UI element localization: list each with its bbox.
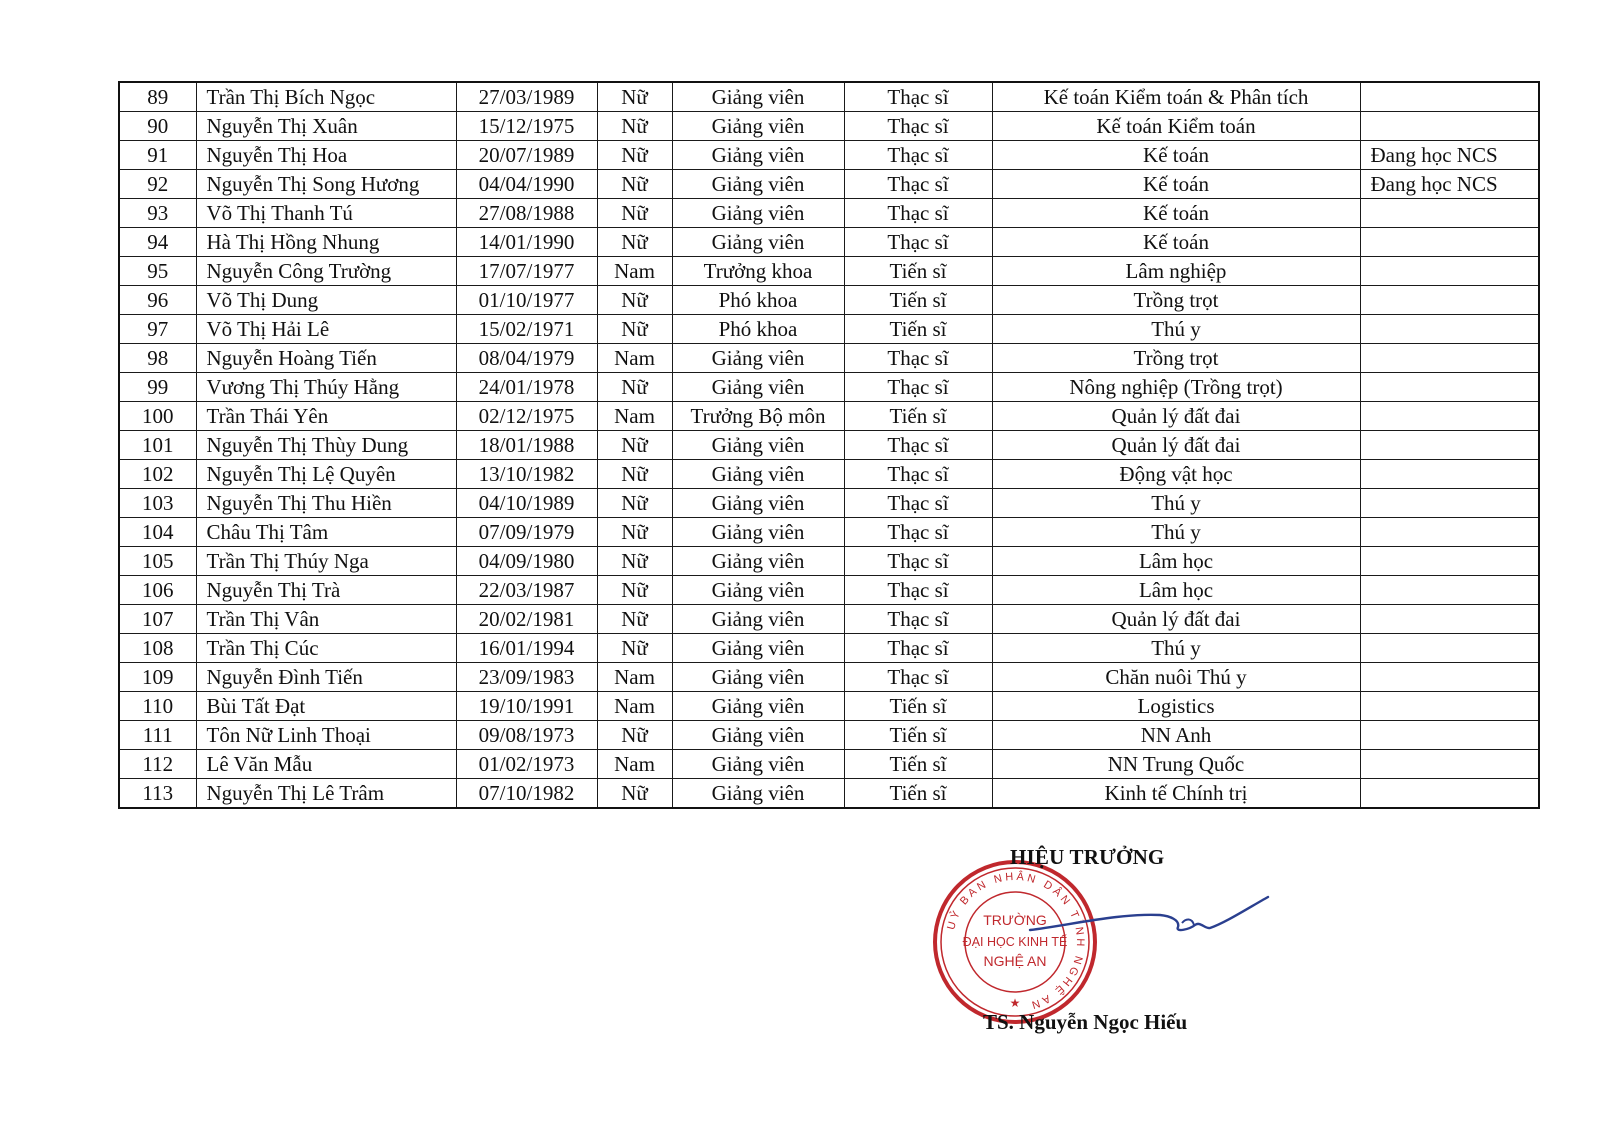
cell-date-of-birth: 20/02/1981: [456, 605, 597, 634]
cell-degree: Tiến sĩ: [844, 692, 992, 721]
table-row: [119, 315, 1539, 344]
cell-field: Thú y: [992, 315, 1360, 344]
cell-index: 91: [119, 141, 196, 170]
cell-degree: Tiến sĩ: [844, 402, 992, 431]
cell-field: Nông nghiệp (Trồng trọt): [992, 373, 1360, 402]
cell-position: Giảng viên: [672, 489, 844, 518]
table-row: [119, 779, 1539, 809]
cell-position: Giảng viên: [672, 518, 844, 547]
cell-field: Thú y: [992, 634, 1360, 663]
cell-index: 99: [119, 373, 196, 402]
cell-position: Giảng viên: [672, 547, 844, 576]
cell-note: [1360, 199, 1539, 228]
cell-date-of-birth: 14/01/1990: [456, 228, 597, 257]
cell-field: Quản lý đất đai: [992, 402, 1360, 431]
cell-date-of-birth: 04/04/1990: [456, 170, 597, 199]
cell-full-name: Nguyễn Thị Thu Hiền: [196, 489, 456, 518]
cell-position: Giảng viên: [672, 634, 844, 663]
cell-position: Giảng viên: [672, 750, 844, 779]
table-row: [119, 460, 1539, 489]
staff-table-body: [119, 82, 1539, 808]
cell-full-name: Võ Thị Dung: [196, 286, 456, 315]
cell-note: Đang học NCS: [1360, 170, 1539, 199]
cell-gender: Nam: [597, 344, 672, 373]
cell-full-name: Nguyễn Thị Lê Trâm: [196, 779, 456, 809]
cell-field: Kế toán Kiểm toán: [992, 112, 1360, 141]
cell-full-name: Tôn Nữ Linh Thoại: [196, 721, 456, 750]
cell-position: Giảng viên: [672, 663, 844, 692]
cell-degree: Thạc sĩ: [844, 634, 992, 663]
cell-gender: Nam: [597, 257, 672, 286]
cell-date-of-birth: 02/12/1975: [456, 402, 597, 431]
cell-full-name: Hà Thị Hồng Nhung: [196, 228, 456, 257]
cell-index: 89: [119, 82, 196, 112]
cell-degree: Thạc sĩ: [844, 141, 992, 170]
table-row: [119, 605, 1539, 634]
cell-degree: Tiến sĩ: [844, 750, 992, 779]
cell-degree: Thạc sĩ: [844, 344, 992, 373]
cell-index: 110: [119, 692, 196, 721]
cell-field: Lâm học: [992, 547, 1360, 576]
cell-gender: Nữ: [597, 605, 672, 634]
cell-degree: Thạc sĩ: [844, 605, 992, 634]
cell-full-name: Nguyễn Thị Thùy Dung: [196, 431, 456, 460]
cell-field: Kinh tế Chính trị: [992, 779, 1360, 809]
cell-position: Giảng viên: [672, 228, 844, 257]
table-row: [119, 489, 1539, 518]
cell-full-name: Nguyễn Đình Tiến: [196, 663, 456, 692]
cell-position: Trưởng khoa: [672, 257, 844, 286]
staff-table: [118, 81, 1540, 809]
cell-gender: Nữ: [597, 721, 672, 750]
cell-degree: Thạc sĩ: [844, 460, 992, 489]
cell-position: Giảng viên: [672, 112, 844, 141]
table-row: [119, 518, 1539, 547]
cell-full-name: Vương Thị Thúy Hằng: [196, 373, 456, 402]
cell-field: Quản lý đất đai: [992, 605, 1360, 634]
table-row: [119, 344, 1539, 373]
cell-index: 102: [119, 460, 196, 489]
cell-full-name: Trần Thị Thúy Nga: [196, 547, 456, 576]
cell-note: [1360, 779, 1539, 809]
cell-degree: Tiến sĩ: [844, 779, 992, 809]
cell-note: [1360, 750, 1539, 779]
cell-date-of-birth: 08/04/1979: [456, 344, 597, 373]
cell-date-of-birth: 04/09/1980: [456, 547, 597, 576]
cell-index: 96: [119, 286, 196, 315]
cell-date-of-birth: 27/03/1989: [456, 82, 597, 112]
cell-degree: Thạc sĩ: [844, 663, 992, 692]
cell-field: Logistics: [992, 692, 1360, 721]
cell-field: Lâm nghiệp: [992, 257, 1360, 286]
cell-date-of-birth: 13/10/1982: [456, 460, 597, 489]
cell-degree: Thạc sĩ: [844, 518, 992, 547]
table-row: [119, 750, 1539, 779]
table-row: [119, 692, 1539, 721]
svg-text:TRƯỜNG: TRƯỜNG: [983, 912, 1047, 928]
cell-note: [1360, 228, 1539, 257]
cell-field: Chăn nuôi Thú y: [992, 663, 1360, 692]
cell-gender: Nữ: [597, 170, 672, 199]
cell-full-name: Trần Thái Yên: [196, 402, 456, 431]
cell-field: Kế toán: [992, 170, 1360, 199]
cell-note: [1360, 692, 1539, 721]
cell-note: [1360, 634, 1539, 663]
cell-position: Giảng viên: [672, 141, 844, 170]
cell-gender: Nữ: [597, 141, 672, 170]
svg-text:NGHỆ AN: NGHỆ AN: [983, 953, 1047, 969]
cell-index: 109: [119, 663, 196, 692]
cell-index: 98: [119, 344, 196, 373]
cell-field: Kế toán Kiểm toán & Phân tích: [992, 82, 1360, 112]
cell-full-name: Lê Văn Mẫu: [196, 750, 456, 779]
cell-degree: Thạc sĩ: [844, 547, 992, 576]
cell-index: 112: [119, 750, 196, 779]
cell-position: Giảng viên: [672, 779, 844, 809]
cell-date-of-birth: 07/09/1979: [456, 518, 597, 547]
cell-gender: Nữ: [597, 286, 672, 315]
cell-degree: Thạc sĩ: [844, 431, 992, 460]
table-row: [119, 199, 1539, 228]
cell-field: NN Trung Quốc: [992, 750, 1360, 779]
cell-date-of-birth: 20/07/1989: [456, 141, 597, 170]
cell-date-of-birth: 04/10/1989: [456, 489, 597, 518]
cell-note: [1360, 373, 1539, 402]
cell-degree: Thạc sĩ: [844, 228, 992, 257]
cell-degree: Thạc sĩ: [844, 489, 992, 518]
cell-full-name: Võ Thị Thanh Tú: [196, 199, 456, 228]
cell-degree: Thạc sĩ: [844, 82, 992, 112]
cell-field: Kế toán: [992, 141, 1360, 170]
cell-degree: Tiến sĩ: [844, 286, 992, 315]
cell-date-of-birth: 01/02/1973: [456, 750, 597, 779]
cell-position: Phó khoa: [672, 286, 844, 315]
cell-position: Giảng viên: [672, 199, 844, 228]
cell-degree: Thạc sĩ: [844, 576, 992, 605]
cell-date-of-birth: 01/10/1977: [456, 286, 597, 315]
cell-position: Giảng viên: [672, 576, 844, 605]
cell-position: Phó khoa: [672, 315, 844, 344]
cell-full-name: Châu Thị Tâm: [196, 518, 456, 547]
cell-degree: Thạc sĩ: [844, 170, 992, 199]
cell-gender: Nữ: [597, 112, 672, 141]
cell-index: 100: [119, 402, 196, 431]
cell-field: Thú y: [992, 489, 1360, 518]
cell-index: 103: [119, 489, 196, 518]
cell-index: 90: [119, 112, 196, 141]
cell-note: [1360, 112, 1539, 141]
cell-gender: Nữ: [597, 779, 672, 809]
cell-note: [1360, 663, 1539, 692]
table-row: [119, 170, 1539, 199]
cell-note: [1360, 286, 1539, 315]
cell-date-of-birth: 17/07/1977: [456, 257, 597, 286]
table-row: [119, 576, 1539, 605]
table-row: [119, 634, 1539, 663]
cell-note: [1360, 460, 1539, 489]
cell-field: Kế toán: [992, 199, 1360, 228]
table-row: [119, 82, 1539, 112]
table-row: [119, 141, 1539, 170]
cell-index: 111: [119, 721, 196, 750]
cell-index: 104: [119, 518, 196, 547]
cell-full-name: Nguyễn Hoàng Tiến: [196, 344, 456, 373]
cell-degree: Tiến sĩ: [844, 257, 992, 286]
cell-note: [1360, 431, 1539, 460]
cell-index: 97: [119, 315, 196, 344]
cell-full-name: Nguyễn Thị Trà: [196, 576, 456, 605]
cell-date-of-birth: 09/08/1973: [456, 721, 597, 750]
table-row: [119, 721, 1539, 750]
cell-position: Giảng viên: [672, 373, 844, 402]
cell-note: [1360, 489, 1539, 518]
cell-gender: Nữ: [597, 634, 672, 663]
cell-index: 113: [119, 779, 196, 809]
cell-date-of-birth: 07/10/1982: [456, 779, 597, 809]
cell-field: Kế toán: [992, 228, 1360, 257]
cell-note: [1360, 315, 1539, 344]
cell-gender: Nữ: [597, 460, 672, 489]
cell-gender: Nam: [597, 402, 672, 431]
cell-field: Trồng trọt: [992, 286, 1360, 315]
cell-note: [1360, 402, 1539, 431]
cell-gender: Nữ: [597, 518, 672, 547]
cell-field: Động vật học: [992, 460, 1360, 489]
cell-full-name: Trần Thị Bích Ngọc: [196, 82, 456, 112]
cell-full-name: Võ Thị Hải Lê: [196, 315, 456, 344]
table-row: [119, 286, 1539, 315]
cell-full-name: Nguyễn Thị Xuân: [196, 112, 456, 141]
signer-name: TS. Nguyễn Ngọc Hiếu: [983, 1010, 1188, 1034]
cell-position: Giảng viên: [672, 721, 844, 750]
cell-date-of-birth: 19/10/1991: [456, 692, 597, 721]
cell-position: Giảng viên: [672, 605, 844, 634]
cell-position: Giảng viên: [672, 460, 844, 489]
table-row: [119, 663, 1539, 692]
cell-gender: Nữ: [597, 82, 672, 112]
cell-gender: Nữ: [597, 315, 672, 344]
table-row: [119, 402, 1539, 431]
table-row: [119, 373, 1539, 402]
cell-full-name: Nguyễn Thị Song Hương: [196, 170, 456, 199]
handwritten-signature: [1010, 885, 1270, 965]
cell-gender: Nam: [597, 663, 672, 692]
cell-field: Quản lý đất đai: [992, 431, 1360, 460]
cell-date-of-birth: 16/01/1994: [456, 634, 597, 663]
cell-index: 95: [119, 257, 196, 286]
signature-block: [930, 845, 1260, 1045]
cell-gender: Nam: [597, 750, 672, 779]
cell-position: Giảng viên: [672, 431, 844, 460]
cell-degree: Thạc sĩ: [844, 373, 992, 402]
cell-note: [1360, 605, 1539, 634]
cell-gender: Nữ: [597, 373, 672, 402]
cell-position: Giảng viên: [672, 692, 844, 721]
svg-text:ĐẠI HỌC KINH TẾ: ĐẠI HỌC KINH TẾ: [962, 935, 1068, 949]
cell-gender: Nữ: [597, 228, 672, 257]
cell-index: 93: [119, 199, 196, 228]
cell-full-name: Trần Thị Cúc: [196, 634, 456, 663]
cell-field: Thú y: [992, 518, 1360, 547]
cell-index: 101: [119, 431, 196, 460]
signer-title: HIỆU TRƯỞNG: [1010, 845, 1165, 869]
cell-note: [1360, 344, 1539, 373]
cell-full-name: Nguyễn Thị Hoa: [196, 141, 456, 170]
cell-index: 108: [119, 634, 196, 663]
cell-field: Trồng trọt: [992, 344, 1360, 373]
svg-text:★: ★: [1009, 996, 1021, 1010]
cell-degree: Thạc sĩ: [844, 112, 992, 141]
cell-field: Lâm học: [992, 576, 1360, 605]
cell-gender: Nữ: [597, 576, 672, 605]
cell-note: Đang học NCS: [1360, 141, 1539, 170]
cell-date-of-birth: 24/01/1978: [456, 373, 597, 402]
cell-degree: Thạc sĩ: [844, 199, 992, 228]
cell-date-of-birth: 18/01/1988: [456, 431, 597, 460]
cell-gender: Nữ: [597, 431, 672, 460]
table-row: [119, 228, 1539, 257]
cell-gender: Nữ: [597, 199, 672, 228]
cell-index: 92: [119, 170, 196, 199]
cell-gender: Nữ: [597, 547, 672, 576]
cell-note: [1360, 82, 1539, 112]
cell-note: [1360, 721, 1539, 750]
cell-full-name: Trần Thị Vân: [196, 605, 456, 634]
cell-position: Trưởng Bộ môn: [672, 402, 844, 431]
cell-date-of-birth: 15/12/1975: [456, 112, 597, 141]
cell-field: NN Anh: [992, 721, 1360, 750]
cell-full-name: Bùi Tất Đạt: [196, 692, 456, 721]
cell-date-of-birth: 23/09/1983: [456, 663, 597, 692]
table-row: [119, 112, 1539, 141]
cell-position: Giảng viên: [672, 170, 844, 199]
cell-index: 94: [119, 228, 196, 257]
cell-index: 107: [119, 605, 196, 634]
cell-date-of-birth: 15/02/1971: [456, 315, 597, 344]
cell-degree: Tiến sĩ: [844, 315, 992, 344]
cell-date-of-birth: 27/08/1988: [456, 199, 597, 228]
cell-note: [1360, 257, 1539, 286]
cell-note: [1360, 518, 1539, 547]
cell-position: Giảng viên: [672, 82, 844, 112]
cell-index: 105: [119, 547, 196, 576]
cell-full-name: Nguyễn Thị Lệ Quyên: [196, 460, 456, 489]
table-row: [119, 431, 1539, 460]
cell-note: [1360, 576, 1539, 605]
table-row: [119, 547, 1539, 576]
svg-text:UỶ BAN NHÂN DÂN TỈNH NGHỆ AN: UỶ BAN NHÂN DÂN TỈNH NGHỆ AN: [945, 870, 1087, 1012]
cell-full-name: Nguyễn Công Trường: [196, 257, 456, 286]
table-row: [119, 257, 1539, 286]
cell-gender: Nam: [597, 692, 672, 721]
cell-index: 106: [119, 576, 196, 605]
cell-position: Giảng viên: [672, 344, 844, 373]
cell-date-of-birth: 22/03/1987: [456, 576, 597, 605]
cell-degree: Tiến sĩ: [844, 721, 992, 750]
cell-gender: Nữ: [597, 489, 672, 518]
cell-note: [1360, 547, 1539, 576]
